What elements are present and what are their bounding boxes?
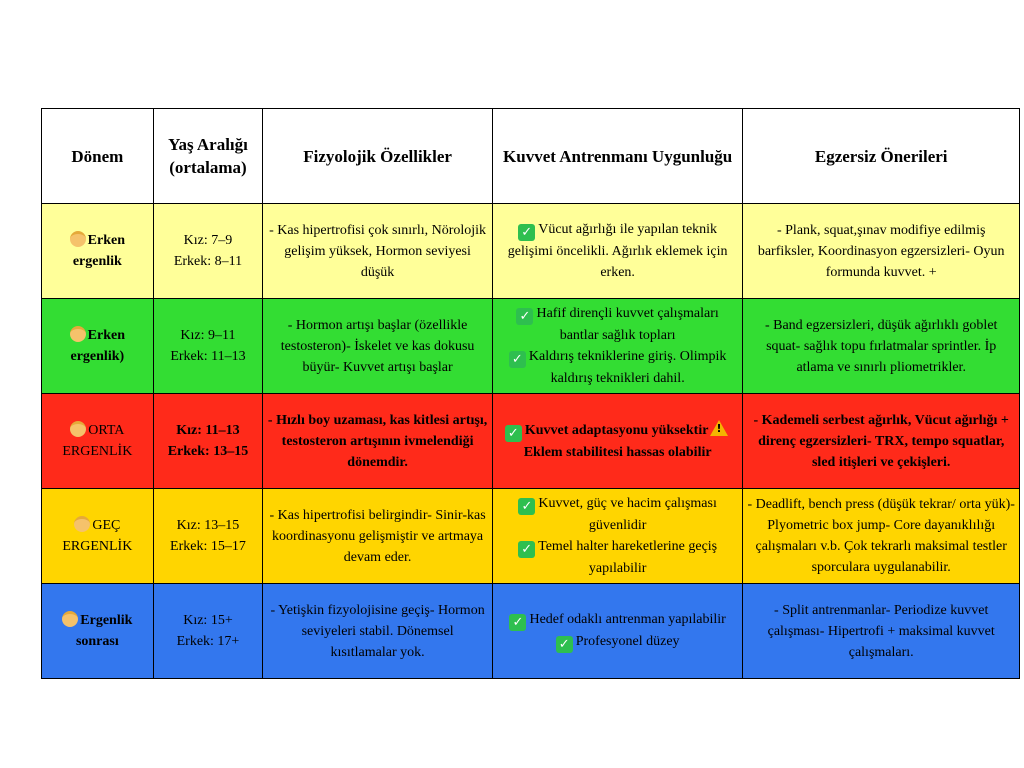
- header-period: Dönem: [42, 109, 154, 204]
- check-mark-button-icon: ✓: [556, 636, 573, 653]
- suitability-cell: [492, 584, 743, 679]
- age-male: Erkek: 17+: [176, 634, 240, 649]
- suitability-cell: [492, 299, 743, 394]
- exercise-cell: - Deadlift, bench press (düşük tekrar/ orta yük)- Plyometric box jump- Core dayanıklılığı çalışmaları v.b. Çok tekrarlı maksimal testler sporculara uygulanabilir.: [743, 489, 1020, 584]
- age-female: Kız: 13–15: [176, 518, 240, 533]
- exercise-cell: - Split antrenmanlar- Periodize kuvvet çalışması- Hipertrofi + maksimal kuvvet çalışmaları.: [743, 584, 1020, 679]
- table-row: [42, 204, 1020, 299]
- period-label: Erken ergenlik): [70, 328, 125, 364]
- age-female: Kız: 9–11: [180, 328, 236, 343]
- physiology-cell: - Yetişkin fizyolojisine geçiş- Hormon seviyeleri stabil. Dönemsel kısıtlamalar yok.: [263, 584, 493, 679]
- physiology-cell: - Kas hipertrofisi çok sınırlı, Nörolojik gelişim yüksek, Hormon seviyesi düşük: [263, 204, 493, 299]
- physiology-cell: - Kas hipertrofisi belirgindir- Sinir-kas koordinasyonu gelişmiştir ve artmaya devam eder.: [263, 489, 493, 584]
- table-wrapper: [41, 108, 1020, 679]
- suitability-text: Kuvvet, güç ve hacim çalışması güvenlidir: [538, 496, 717, 533]
- person-face-icon: [62, 611, 78, 627]
- age-female: Kız: 7–9: [183, 233, 233, 248]
- physiology-cell: - Hızlı boy uzaması, kas kitlesi artışı, testosteron artışının ivmelendiği dönemdir.: [263, 394, 493, 489]
- table-row: [42, 299, 1020, 394]
- table-row: [42, 394, 1020, 489]
- suitability-text-2: Temel halter hareketlerine geçiş yapılabilir: [538, 539, 718, 576]
- table-row: [42, 489, 1020, 584]
- person-face-icon: [70, 326, 86, 342]
- age-male: Erkek: 8–11: [173, 254, 243, 269]
- check-mark-button-icon: ✓: [516, 308, 533, 325]
- age-cell: [153, 584, 263, 679]
- exercise-cell: - Kademeli serbest ağırlık, Vücut ağırlığı + direnç egzersizleri- TRX, tempo squatlar, sled itişleri ve çekişleri.: [743, 394, 1020, 489]
- suitability-text-2: Eklem stabilitesi hassas olabilir: [523, 444, 712, 460]
- header-row: [42, 109, 1020, 204]
- check-mark-button-icon: ✓: [518, 224, 535, 241]
- period-cell: [42, 584, 154, 679]
- period-cell: [42, 299, 154, 394]
- period-label: Ergenlik sonrası: [75, 613, 133, 649]
- suitability-text: Kuvvet adaptasyonu yüksektir: [524, 422, 709, 438]
- age-cell: [153, 489, 263, 584]
- check-mark-button-icon: ✓: [505, 425, 522, 442]
- check-mark-button-icon: ✓: [518, 541, 535, 558]
- suitability-text-2: Kaldırış tekniklerine giriş. Olimpik kaldırış teknikleri dahil.: [528, 349, 727, 386]
- header-age: Yaş Aralığı (ortalama): [153, 109, 263, 204]
- age-cell: [153, 394, 263, 489]
- person-face-icon: [70, 421, 86, 437]
- suitability-text: Hafif dirençli kuvvet çalışmaları bantlar sağlık topları: [536, 306, 719, 343]
- table-row: [42, 584, 1020, 679]
- person-face-icon: [70, 231, 86, 247]
- check-mark-button-icon: ✓: [509, 351, 526, 368]
- check-mark-button-icon: ✓: [509, 614, 526, 631]
- suitability-cell: [492, 394, 743, 489]
- age-male: Erkek: 15–17: [170, 539, 246, 554]
- suitability-cell: [492, 489, 743, 584]
- age-cell: [153, 299, 263, 394]
- period-cell: [42, 204, 154, 299]
- warning-icon: [710, 420, 728, 436]
- age-male: Erkek: 13–15: [167, 444, 249, 459]
- age-cell: [153, 204, 263, 299]
- physiology-cell: - Hormon artışı başlar (özellikle testosteron)- İskelet ve kas dokusu büyür- Kuvvet artışı başlar: [263, 299, 493, 394]
- header-exercises: Egzersiz Önerileri: [743, 109, 1020, 204]
- period-label: GEÇ ERGENLİK: [62, 518, 133, 554]
- age-female: Kız: 15+: [183, 613, 233, 628]
- age-male: Erkek: 11–13: [170, 349, 246, 364]
- exercise-cell: - Band egzersizleri, düşük ağırlıklı goblet squat- sağlık topu fırlatmalar sprintler. İp atlama ve sınırlı pliometrikler.: [743, 299, 1020, 394]
- check-mark-button-icon: ✓: [518, 498, 535, 515]
- period-label: Erken ergenlik: [72, 233, 125, 269]
- period-label: ORTA ERGENLİK: [62, 423, 133, 459]
- age-female: Kız: 11–13: [176, 423, 240, 438]
- suitability-text-2: Profesyonel düzey: [575, 634, 680, 649]
- exercise-cell: - Plank, squat,şınav modifiye edilmiş barfiksler, Koordinasyon egzersizleri- Oyun formunda kuvvet. +: [743, 204, 1020, 299]
- development-table: [41, 108, 1020, 679]
- suitability-text: Vücut ağırlığı ile yapılan teknik gelişimi öncelikli. Ağırlık eklemek için erken.: [507, 222, 728, 280]
- header-suitability: Kuvvet Antrenmanı Uygunluğu: [492, 109, 743, 204]
- suitability-text: Hedef odaklı antrenman yapılabilir: [529, 612, 726, 627]
- period-cell: [42, 394, 154, 489]
- person-face-icon: [74, 516, 90, 532]
- suitability-cell: [492, 204, 743, 299]
- period-cell: [42, 489, 154, 584]
- header-physiology: Fizyolojik Özellikler: [263, 109, 493, 204]
